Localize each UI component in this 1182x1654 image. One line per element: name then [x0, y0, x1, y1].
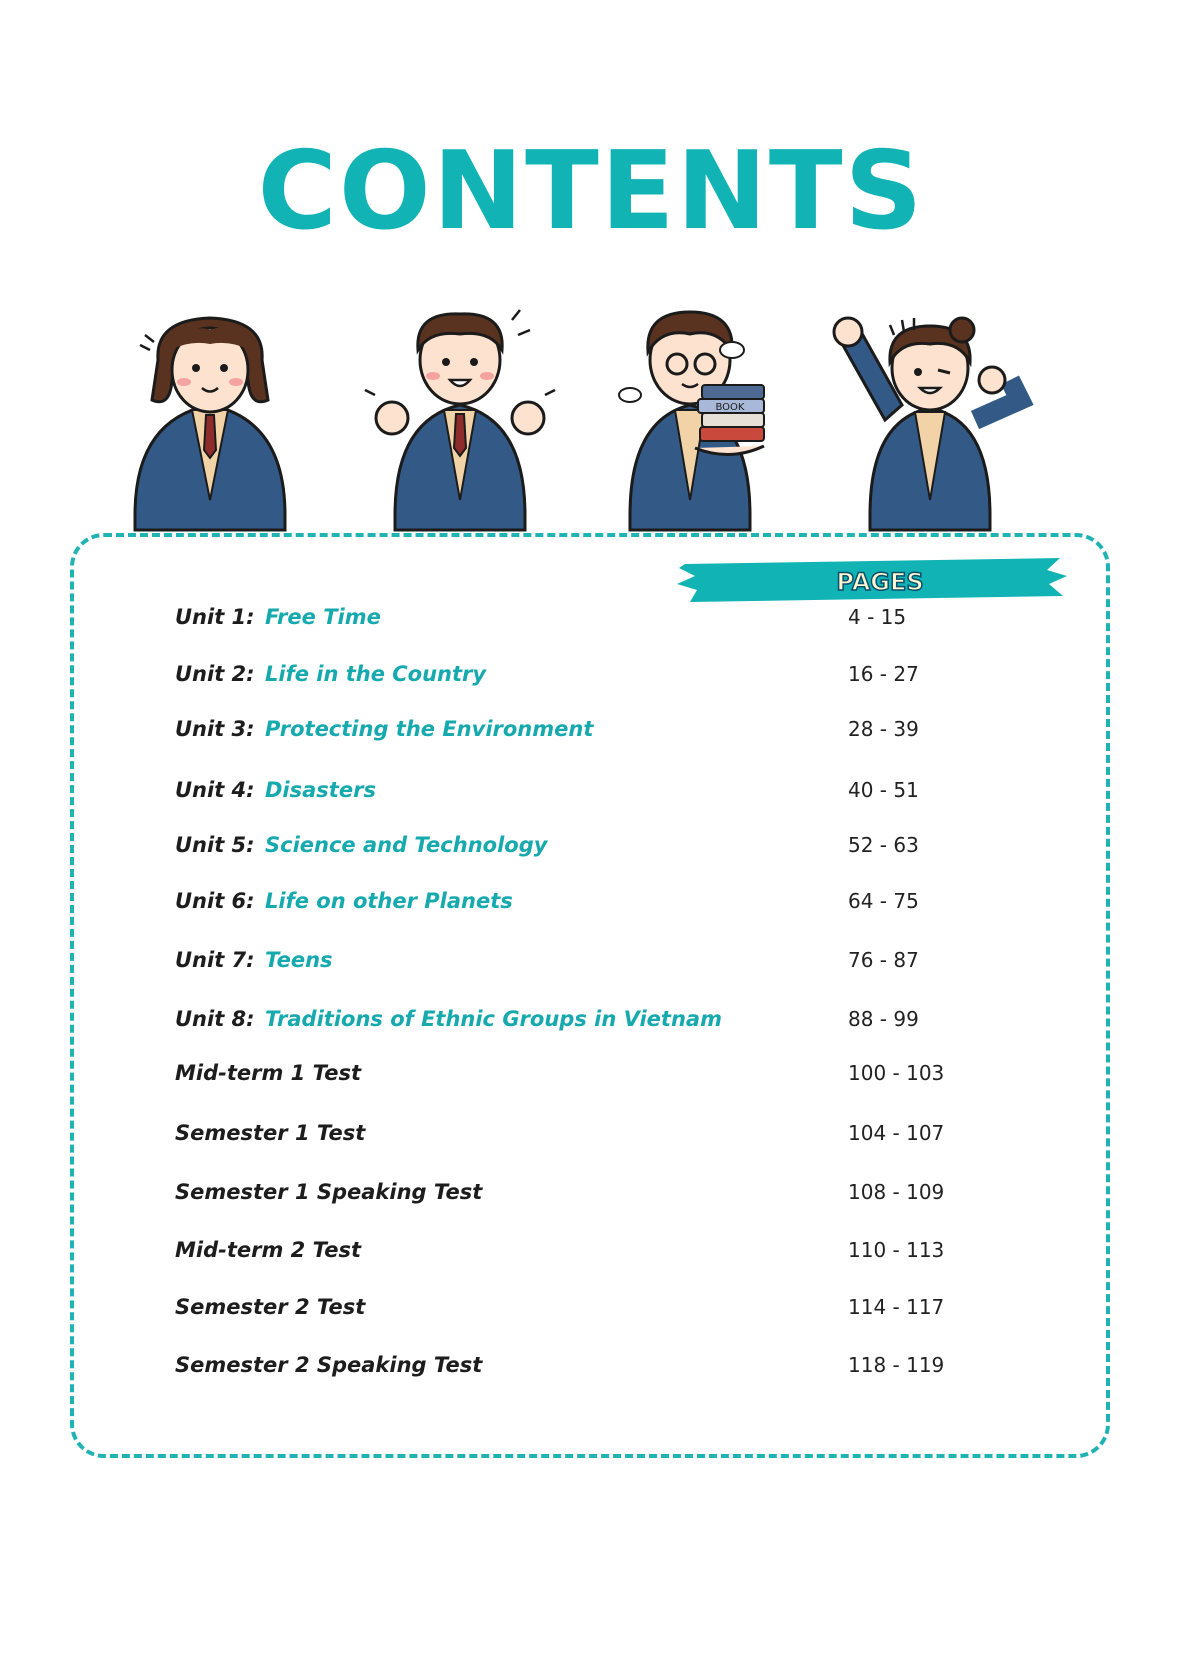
page-range: 16 - 27 — [848, 662, 919, 686]
unit-number: Unit 3: — [175, 717, 255, 741]
toc-row — [0, 889, 1182, 925]
unit-number: Unit 2: — [175, 662, 255, 686]
page-range: 104 - 107 — [848, 1121, 945, 1145]
page-range: 100 - 103 — [848, 1061, 945, 1085]
unit-number: Unit 5: — [175, 833, 255, 857]
unit-number: Unit 1: — [175, 605, 255, 629]
test-name: Semester 1 Speaking Test — [175, 1180, 483, 1204]
test-name: Semester 2 Speaking Test — [175, 1353, 483, 1377]
students-illustration — [0, 300, 1182, 560]
unit-topic: Traditions of Ethnic Groups in Vietnam — [265, 1007, 722, 1031]
test-name: Semester 1 Test — [175, 1121, 366, 1145]
test-name: Mid-term 1 Test — [175, 1061, 361, 1085]
pages-banner — [675, 556, 1075, 606]
toc-row — [0, 1180, 1182, 1216]
toc-row — [0, 1353, 1182, 1389]
student-boy-cheering-illustration — [365, 310, 555, 530]
toc-row — [0, 1295, 1182, 1331]
page-range: 76 - 87 — [848, 948, 919, 972]
unit-number: Unit 4: — [175, 778, 255, 802]
page-range: 114 - 117 — [848, 1295, 945, 1319]
page-range: 88 - 99 — [848, 1007, 919, 1031]
student-girl-cheering-illustration — [834, 318, 1020, 530]
page-range: 40 - 51 — [848, 778, 919, 802]
test-name: Semester 2 Test — [175, 1295, 366, 1319]
toc-row — [0, 1121, 1182, 1157]
unit-topic: Life on other Planets — [265, 889, 513, 913]
pages-heading: PAGES — [836, 568, 924, 596]
page-range: 64 - 75 — [848, 889, 919, 913]
unit-number: Unit 8: — [175, 1007, 255, 1031]
page-range: 108 - 109 — [848, 1180, 945, 1204]
toc-row — [0, 1061, 1182, 1097]
unit-topic: Science and Technology — [265, 833, 548, 857]
toc-row — [0, 662, 1182, 698]
test-name: Mid-term 2 Test — [175, 1238, 361, 1262]
page-range: 4 - 15 — [848, 605, 907, 629]
unit-topic: Teens — [265, 948, 333, 972]
page-range: 28 - 39 — [848, 717, 919, 741]
toc-row — [0, 778, 1182, 814]
unit-number: Unit 7: — [175, 948, 255, 972]
page-range: 52 - 63 — [848, 833, 919, 857]
toc-row — [0, 1238, 1182, 1274]
toc-row — [0, 717, 1182, 753]
unit-topic: Protecting the Environment — [265, 717, 594, 741]
unit-number: Unit 6: — [175, 889, 255, 913]
page-title: CONTENTS — [257, 129, 925, 254]
unit-topic: Disasters — [265, 778, 376, 802]
toc-row — [0, 833, 1182, 869]
student-boy-books-illustration — [619, 312, 764, 530]
toc-row — [0, 948, 1182, 984]
toc-row — [0, 605, 1182, 641]
unit-topic: Free Time — [265, 605, 381, 629]
book-label: BOOK — [715, 402, 745, 413]
page-range: 118 - 119 — [848, 1353, 945, 1377]
student-girl-illustration — [135, 318, 285, 530]
unit-topic: Life in the Country — [265, 662, 487, 686]
toc-row — [0, 1007, 1182, 1043]
page-range: 110 - 113 — [848, 1238, 945, 1262]
